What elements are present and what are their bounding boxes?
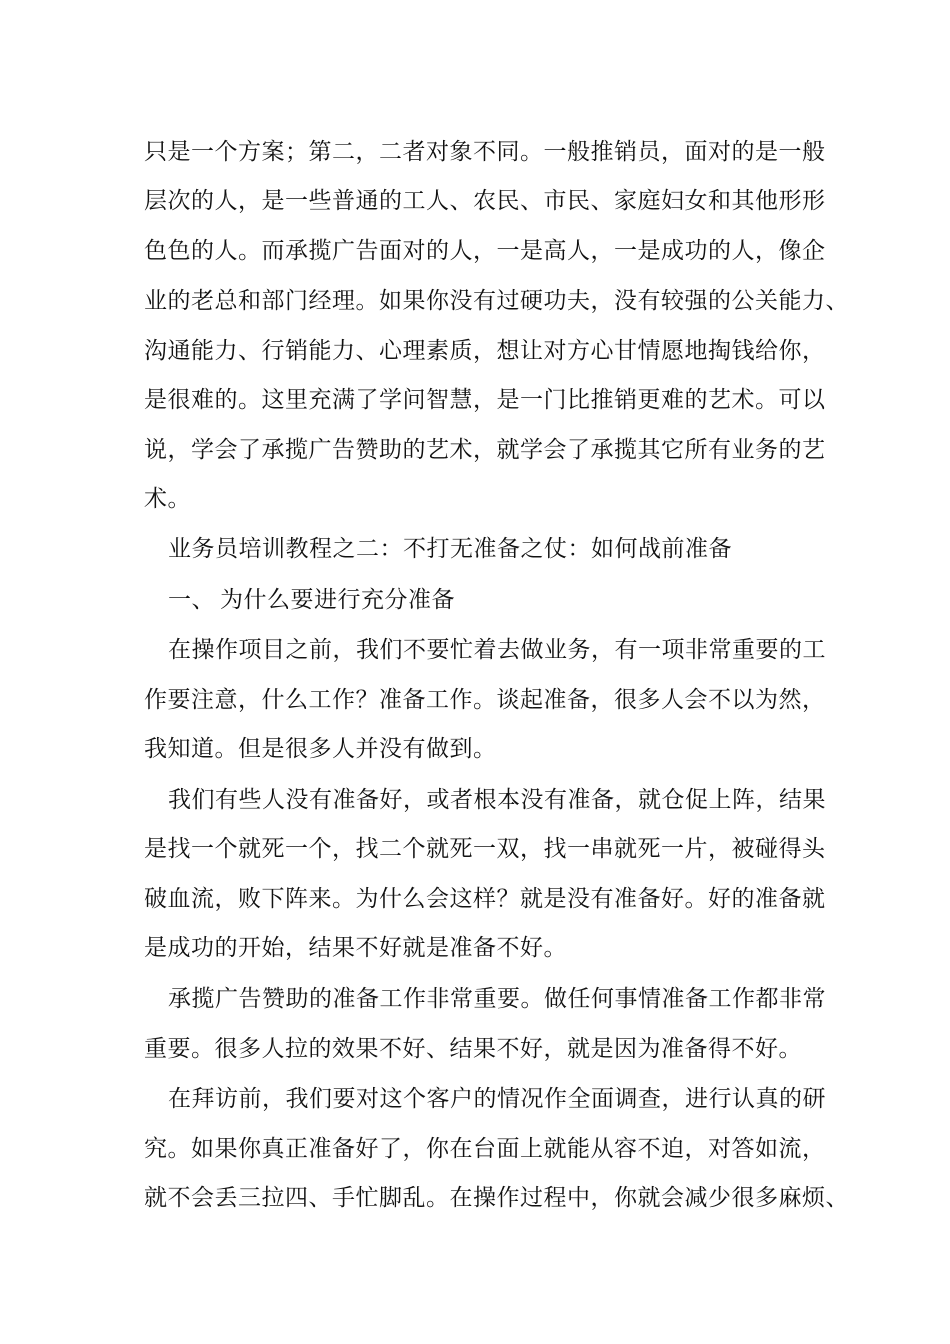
text-line: 术。 (144, 486, 191, 512)
text-line: 承揽广告赞助的准备工作非常重要。做任何事情准备工作都非常 (168, 986, 826, 1012)
text-line: 重要。很多人拉的效果不好、结果不好，就是因为准备得不好。 (144, 1036, 802, 1062)
text-line: 层次的人，是一些普通的工人、农民、市民、家庭妇女和其他形形 (144, 188, 826, 214)
heading-text: 为什么要进行充分准备 (220, 587, 455, 613)
text-line: 作要注意，什么工作？准备工作。谈起准备，很多人会不以为然， (144, 687, 826, 713)
text-line: 破血流，败下阵来。为什么会这样？就是没有准备好。好的准备就 (144, 886, 826, 912)
text-line: 在操作项目之前，我们不要忙着去做业务，有一项非常重要的工 (168, 637, 826, 663)
text-line: 是很难的。这里充满了学问智慧，是一门比推销更难的艺术。可以 (144, 387, 826, 413)
text-line: 业的老总和部门经理。如果你没有过硬功夫，没有较强的公关能力、 (144, 288, 849, 314)
text-line: 究。如果你真正准备好了，你在台面上就能从容不迫，对答如流， (144, 1136, 826, 1162)
text-line: 只是一个方案；第二，二者对象不同。一般推销员，面对的是一般 (144, 139, 826, 165)
heading-number: 一、 (168, 587, 215, 613)
text-line: 是成功的开始，结果不好就是准备不好。 (144, 935, 567, 961)
text-line: 就不会丢三拉四、手忙脚乱。在操作过程中，你就会减少很多麻烦、 (144, 1185, 849, 1211)
text-line: 在拜访前，我们要对这个客户的情况作全面调查，进行认真的研 (168, 1086, 826, 1112)
text-line: 是找一个就死一个，找二个就死一双，找一串就死一片，被碰得头 (144, 836, 826, 862)
section-title: 业务员培训教程之二：不打无准备之仗：如何战前准备 (168, 536, 732, 562)
text-line: 我们有些人没有准备好，或者根本没有准备，就仓促上阵，结果 (168, 787, 826, 813)
text-line: 色色的人。而承揽广告面对的人，一是高人，一是成功的人，像企 (144, 238, 826, 264)
text-line: 说，学会了承揽广告赞助的艺术，就学会了承揽其它所有业务的艺 (144, 437, 826, 463)
text-line: 沟通能力、行销能力、心理素质，想让对方心甘情愿地掏钱给你， (144, 338, 826, 364)
text-line: 我知道。但是很多人并没有做到。 (144, 736, 497, 762)
section-heading (168, 585, 868, 615)
